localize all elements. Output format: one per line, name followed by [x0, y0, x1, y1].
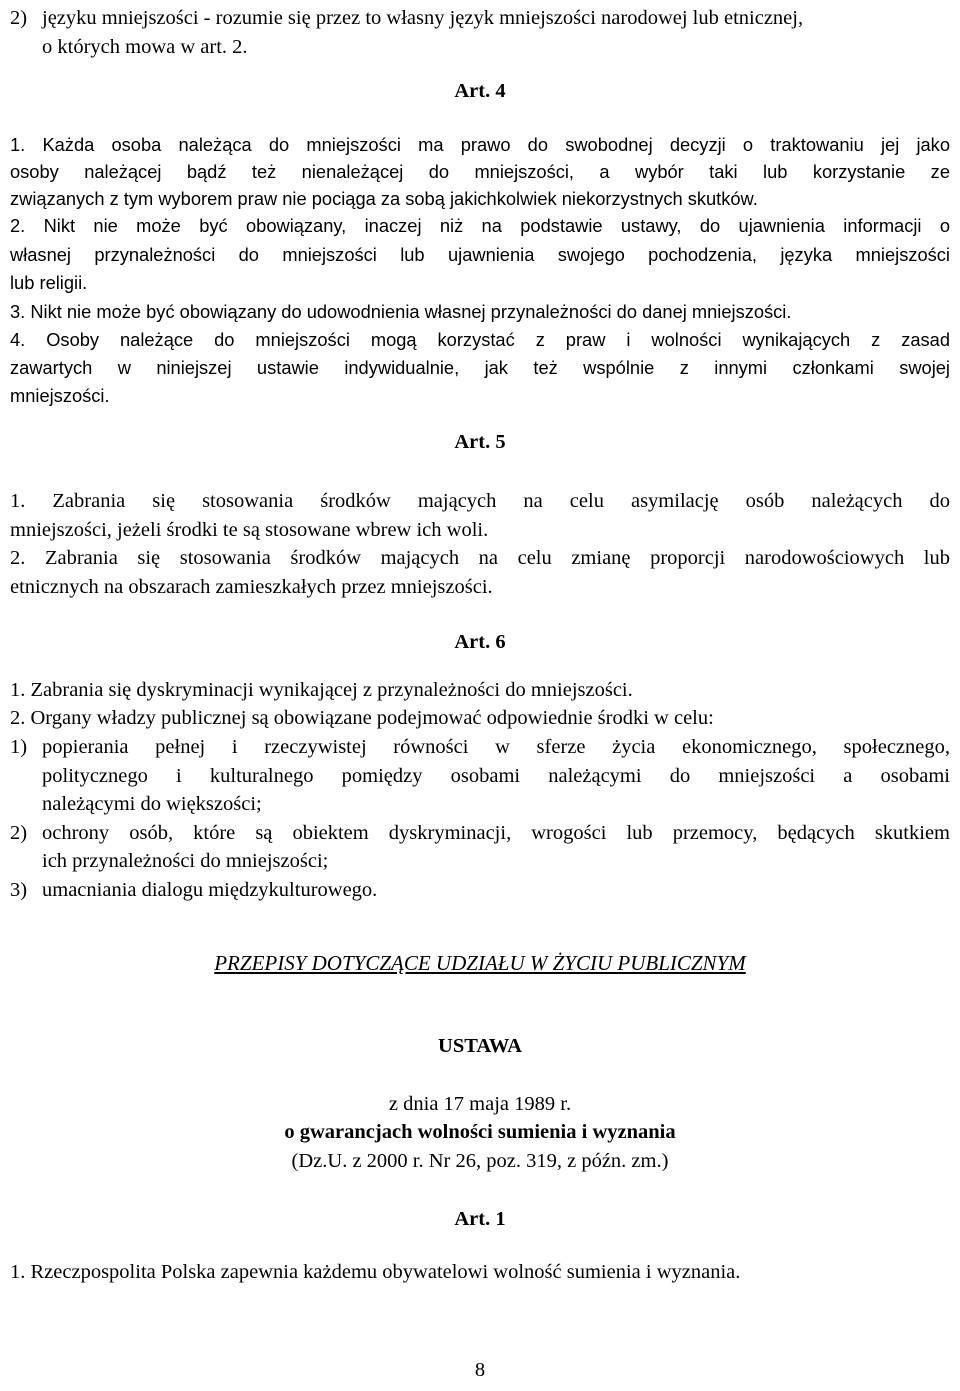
list-item-text-line: o których mowa w art. 2.: [42, 36, 248, 58]
paragraph-line: osoby należącej bądź też nienależącej do mniejszości, a wybór taki lub korzystanie ze: [10, 161, 950, 182]
list-item-number: 2): [10, 822, 28, 844]
paragraph-line: mniejszości, jeżeli środki te są stosowane wbrew ich woli.: [10, 519, 489, 541]
paragraph-line: własnej przynależności do mniejszości lub ujawnienia swojego pochodzenia, języka mniejszości: [10, 244, 950, 265]
list-item-text-line: umacniania dialogu międzykulturowego.: [42, 879, 378, 901]
paragraph-line: zawartych w niniejszej ustawie indywidualnie, jak też wspólnie z innymi członkami swojej: [10, 357, 950, 378]
paragraph-line: 3. Nikt nie może być obowiązany do udowodnienia własnej przynależności do danej mniejszości.: [10, 301, 792, 322]
paragraph-line: 1. Zabrania się dyskryminacji wynikającej z przynależności do mniejszości.: [10, 679, 633, 701]
act-type: USTAWA: [438, 1035, 522, 1057]
list-item-text-line: popierania pełnej i rzeczywistej równości w sferze życia ekonomicznego, społecznego,: [42, 736, 950, 758]
list-item-text-line: należącymi do większości;: [42, 793, 262, 815]
section-title: PRZEPISY DOTYCZĄCE UDZIAŁU W ŻYCIU PUBLICZNYM: [214, 951, 746, 975]
paragraph-line: 4. Osoby należące do mniejszości mogą korzystać z praw i wolności wynikających z zasad: [10, 329, 950, 350]
article-heading: Art. 6: [454, 631, 506, 653]
list-item-text-line: języku mniejszości - rozumie się przez to własny język mniejszości narodowej lub etnicznej,: [42, 7, 804, 29]
paragraph-line: związanych z tym wyborem praw nie pociąga za sobą jakichkolwiek niekorzystnych skutków.: [10, 188, 758, 209]
paragraph-line: 2. Zabrania się stosowania środków mających na celu zmianę proporcji narodowościowych lub: [10, 547, 950, 569]
list-item-text-line: ochrony osób, które są obiektem dyskryminacji, wrogości lub przemocy, będących skutkiem: [42, 822, 950, 844]
page-number: 8: [474, 1359, 486, 1381]
list-item-text-line: ich przynależności do mniejszości;: [42, 850, 329, 872]
article-heading: Art. 4: [454, 80, 506, 102]
paragraph-line: lub religii.: [10, 272, 88, 293]
paragraph-line: etnicznych na obszarach zamieszkałych przez mniejszości.: [10, 576, 493, 598]
paragraph-line: 1. Rzeczpospolita Polska zapewnia każdemu obywatelowi wolność sumienia i wyznania.: [10, 1261, 741, 1283]
paragraph-line: 2. Nikt nie może być obowiązany, inaczej niż na podstawie ustawy, do ujawnienia informacji o: [10, 215, 950, 236]
paragraph-line: 1. Każda osoba należąca do mniejszości ma prawo do swobodnej decyzji o traktowaniu jej jako: [10, 134, 950, 155]
list-item-number: 1): [10, 736, 28, 758]
paragraph-line: 2. Organy władzy publicznej są obowiązane podejmować odpowiednie środki w celu:: [10, 707, 714, 729]
paragraph-line: 1. Zabrania się stosowania środków mających na celu asymilację osób należących do: [10, 490, 950, 512]
article-heading: Art. 1: [454, 1208, 506, 1230]
paragraph-line: mniejszości.: [10, 385, 110, 406]
act-date: z dnia 17 maja 1989 r.: [388, 1093, 572, 1115]
article-heading: Art. 5: [454, 431, 506, 453]
act-citation: (Dz.U. z 2000 r. Nr 26, poz. 319, z późn. zm.): [291, 1150, 669, 1172]
list-item-text-line: politycznego i kulturalnego pomiędzy osobami należącymi do mniejszości a osobami: [42, 765, 950, 787]
act-title: o gwarancjach wolności sumienia i wyznania: [284, 1121, 676, 1143]
list-item-number: 2): [10, 7, 28, 29]
list-item-number: 3): [10, 879, 28, 901]
